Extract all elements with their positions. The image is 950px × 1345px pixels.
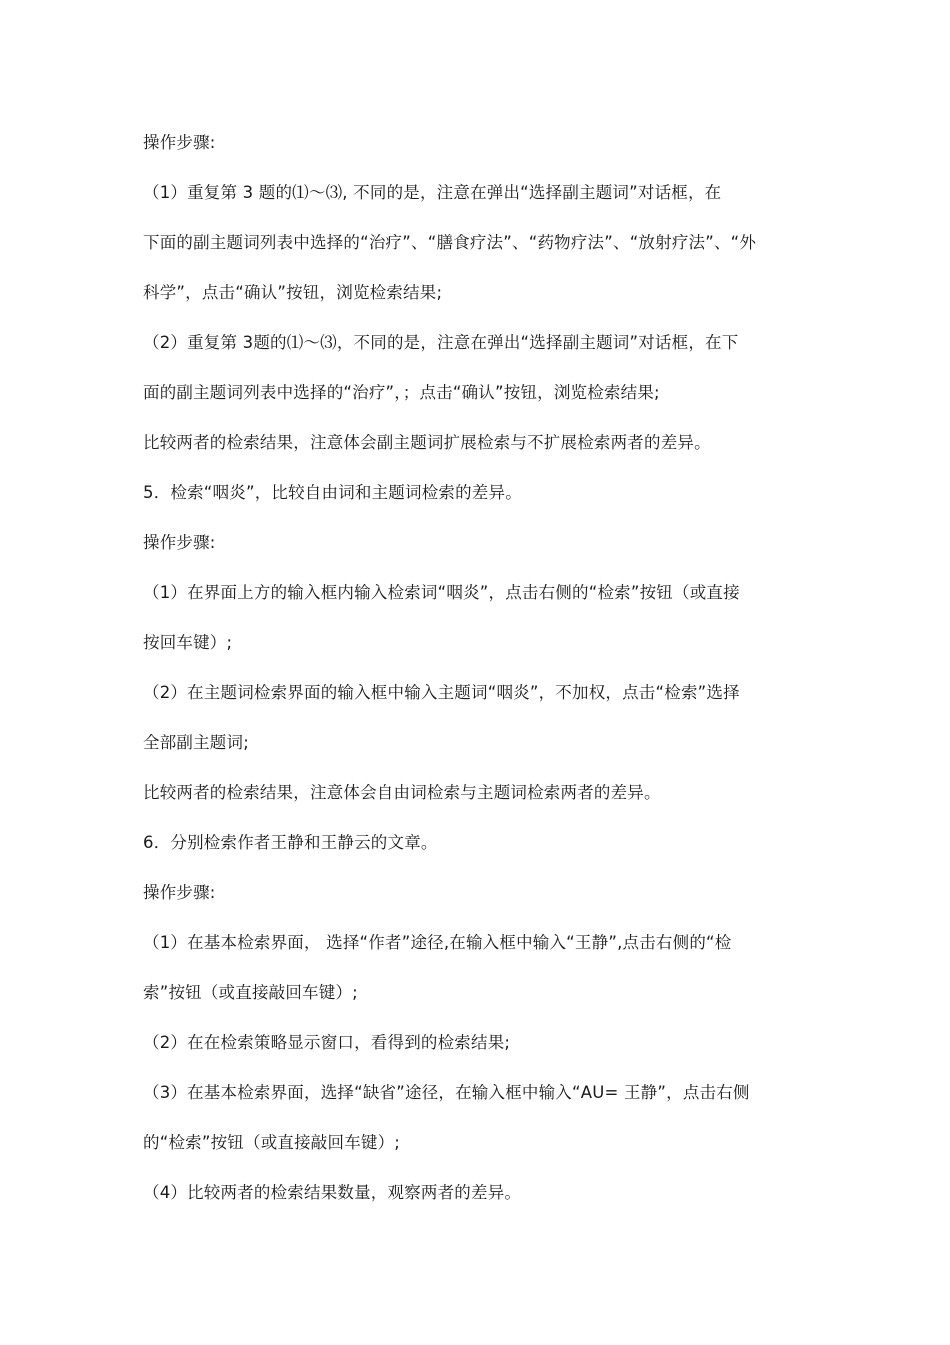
text-line: 全部副主题词; [143, 733, 249, 752]
section-heading: 5．检索“咽炎”，比较自由词和主题词检索的差异。 [143, 483, 522, 502]
text-line: 比较两者的检索结果，注意体会自由词检索与主题词检索两者的差异。 [143, 783, 661, 802]
text-line: （1）重复第 3 题的⑴～⑶, 不同的是，注意在弹出“选择副主题词”对话框，在 [143, 183, 722, 202]
text-line: 操作步骤: [143, 133, 216, 152]
text-line: （4）比较两者的检索结果数量，观察两者的差异。 [143, 1183, 522, 1202]
text-line: 面的副主题词列表中选择的“治疗”，；点击“确认”按钮，浏览检索结果; [143, 383, 660, 402]
text-line: （2）重复第 3题的⑴～⑶，不同的是，注意在弹出“选择副主题词”对话框，在下 [143, 333, 739, 352]
text-line: 操作步骤: [143, 533, 216, 552]
text-line: （1）在基本检索界面， 选择“作者”途径,在输入框中输入“王静”,点击右侧的“检 [143, 933, 732, 952]
text-line: 的“检索”按钮（或直接敲回车键）; [143, 1133, 401, 1152]
text-line: （2）在主题词检索界面的输入框中输入主题词“咽炎”，不加权，点击“检索”选择 [143, 683, 740, 702]
text-line: 操作步骤: [143, 883, 216, 902]
text-line: （1）在界面上方的输入框内输入检索词“咽炎”，点击右侧的“检索”按钮（或直接 [143, 583, 740, 602]
text-line: （3）在基本检索界面，选择“缺省”途径，在输入框中输入“AU= 王静”，点击右侧 [143, 1083, 750, 1102]
section-heading: 6．分别检索作者王静和王静云的文章。 [143, 833, 438, 852]
text-line: 按回车键）; [143, 633, 233, 652]
text-line: （2）在在检索策略显示窗口，看得到的检索结果; [143, 1033, 511, 1052]
text-line: 科学”，点击“确认”按钮，浏览检索结果; [143, 283, 443, 302]
text-line: 下面的副主题词列表中选择的“治疗”、“膳食疗法”、“药物疗法”、“放射疗法”、“外 [143, 233, 757, 252]
text-line: 比较两者的检索结果，注意体会副主题词扩展检索与不扩展检索两者的差异。 [143, 433, 711, 452]
text-line: 索”按钮（或直接敲回车键）; [143, 983, 358, 1002]
